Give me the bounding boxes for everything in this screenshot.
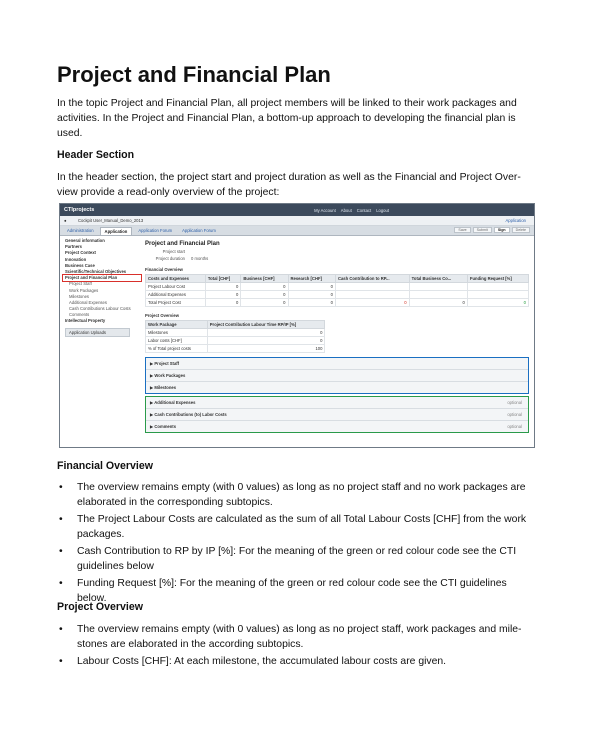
list-item: • The Project Labour Costs are calculated as the sum of all Total Labour Costs [CHF] from the work packages.: [57, 512, 537, 542]
sidebar-item[interactable]: Milestones: [69, 293, 90, 299]
table-cell: 0: [288, 299, 335, 307]
collapsible-row[interactable]: ▶ Project Staff: [146, 358, 528, 370]
list-item: • The overview remains empty (with 0 values) as long as no project staff and no work packages are elaborated in the corresponding subtopics.: [57, 480, 537, 510]
top-links: [314, 208, 389, 213]
table-cell: 0: [205, 283, 240, 291]
project-start-row: [145, 249, 529, 254]
table-header: Costs and Expenses: [146, 275, 206, 283]
table-header: Funding Request [%]: [467, 275, 528, 283]
top-link[interactable]: About: [340, 208, 352, 213]
table-cell: % of Total project costs: [146, 345, 208, 353]
application-uploads-button[interactable]: Application Uploads: [65, 328, 130, 337]
table-cell: [467, 291, 528, 299]
table-cell: 0: [207, 337, 325, 345]
save-button[interactable]: Save: [454, 227, 470, 233]
sidebar: [63, 238, 141, 337]
main-content: [145, 238, 529, 433]
table-row: [146, 345, 325, 353]
collapsible-row[interactable]: ▶ Comments optional: [146, 421, 528, 432]
collapsible-row[interactable]: ▶ Work Packages: [146, 370, 528, 382]
table-cell: 0: [241, 283, 288, 291]
collapsible-row-label: Comments: [154, 424, 177, 429]
sign-button[interactable]: Sign: [494, 227, 510, 233]
home-icon[interactable]: ●: [64, 218, 67, 223]
tab-buttons: [454, 227, 530, 233]
sidebar-item[interactable]: Work Packages: [69, 287, 99, 293]
tab-administration[interactable]: Administration: [67, 228, 94, 233]
project-start-label: Project start: [162, 249, 185, 254]
table-cell: Additional Expenses: [146, 291, 206, 299]
tab-forum[interactable]: Application Forum: [138, 228, 173, 233]
sidebar-item[interactable]: Additional Expenses: [69, 299, 107, 305]
sidebar-item[interactable]: General information: [65, 238, 105, 243]
collapsible-row[interactable]: ▶ Cash Contributions (to) Labor Costs optional: [146, 409, 528, 421]
table-cell: [409, 291, 467, 299]
sidebar-item[interactable]: Partners: [65, 244, 82, 250]
header-section-paragraph: In the header section, the project start and project duration as well as the Financial and Project Over-view provide a read-only overview of the project:: [57, 172, 521, 198]
table-cell: 0: [241, 299, 288, 307]
blue-highlight-group: [145, 357, 529, 394]
list-item: • Cash Contribution to RP by IP [%]: For the meaning of the green or red colour code see the CTI guidelines below: [57, 544, 537, 574]
sidebar-item[interactable]: Cash Contributions Labour Costs: [69, 306, 131, 312]
project-overview-list: [57, 622, 537, 671]
project-duration-row: [145, 256, 529, 261]
table-cell: 100: [207, 345, 325, 353]
table-cell: 0: [409, 299, 467, 307]
list-item: • The overview remains empty (with 0 values) as long as no project staff, work packages and mile-stones are elaborated in the according subtopics.: [57, 622, 537, 652]
table-cell: 0: [335, 299, 409, 307]
project-overview-table: [145, 320, 325, 353]
financial-overview-list: [57, 480, 537, 608]
table-cell: Total Project Cost: [146, 299, 206, 307]
optional-tag: optional: [507, 400, 522, 405]
table-row: [146, 337, 325, 345]
list-item: • Funding Request [%]: For the meaning of the green or red colour code see the CTI guidelines below.: [57, 576, 537, 606]
green-highlight-group: [145, 396, 529, 433]
app-logo: CTIprojects: [64, 207, 95, 213]
intro-paragraph: In the topic Project and Financial Plan, all project members will be linked to their work packages and activities. In the Project and Financial Plan, a bottom-up approach to developing the financial plan is used.: [57, 98, 517, 139]
sidebar-item[interactable]: Business Case: [65, 262, 95, 268]
project-duration-label: Project duration: [155, 256, 185, 261]
collapsible-row-label: Additional Expenses: [154, 400, 196, 405]
table-cell: 0: [288, 283, 335, 291]
optional-tag: optional: [507, 412, 522, 417]
tab-bar: [60, 226, 534, 236]
sidebar-item[interactable]: Project and Financial Plan: [63, 275, 141, 281]
project-duration-value: 0 months: [191, 256, 209, 261]
table-cell: Labor costs [CHF]: [146, 337, 208, 345]
top-link[interactable]: Logout: [376, 208, 389, 213]
table-cell: Project Labour Cost: [146, 283, 206, 291]
table-cell: 0: [288, 291, 335, 299]
application-link[interactable]: Application: [505, 218, 526, 223]
page-title: Project and Financial Plan: [57, 62, 331, 87]
submit-button[interactable]: Submit: [473, 227, 492, 233]
delete-button[interactable]: Delete: [512, 227, 530, 233]
collapsible-row-label: Work Packages: [154, 373, 186, 378]
tab-application[interactable]: Application: [100, 227, 133, 235]
table-cell: [409, 283, 467, 291]
top-link[interactable]: Contact: [356, 208, 372, 213]
list-item: • Labour Costs [CHF]: At each milestone, the accumulated labour costs are given.: [57, 654, 537, 669]
project-overview-heading: Project Overview: [145, 313, 179, 318]
table-header: Project Contribution Labour Time RP/IP [%]: [207, 321, 325, 329]
table-row: [146, 283, 529, 291]
table-header: Total Business Co...: [409, 275, 467, 283]
table-cell: [335, 283, 409, 291]
collapsible-row[interactable]: ▶ Additional Expenses optional: [146, 397, 528, 409]
table-cell: 0: [205, 291, 240, 299]
breadcrumb: [60, 216, 534, 226]
table-cell: 0: [241, 291, 288, 299]
content-title: Project and Financial Plan: [145, 241, 220, 247]
table-cell: 0: [467, 299, 528, 307]
financial-overview-heading: Financial Overview: [145, 267, 183, 272]
breadcrumb-text[interactable]: Cockpit User_Manual_Demo_2013: [78, 218, 144, 223]
table-cell: [467, 283, 528, 291]
header-section-heading: Header Section: [57, 149, 135, 161]
table-header: Total [CHF]: [205, 275, 240, 283]
project-overview-heading: Project Overview: [57, 601, 143, 613]
table-header: Work Package: [146, 321, 208, 329]
sidebar-item[interactable]: Project Context: [65, 250, 96, 256]
table-row: [146, 329, 325, 337]
collapsible-row-label: Cash Contributions (to) Labor Costs: [154, 412, 227, 417]
sidebar-item[interactable]: Intellectual Property: [65, 318, 106, 324]
tab-forum-2[interactable]: Application Forum: [182, 228, 216, 233]
sidebar-item[interactable]: Innovation: [65, 256, 87, 262]
app-top-bar: [60, 204, 534, 216]
collapsible-row[interactable]: ▶ Milestones: [146, 382, 528, 393]
collapsible-row-label: Project Staff: [154, 361, 180, 366]
table-header: Cash Contribution to RP...: [335, 275, 409, 283]
table-cell: [335, 291, 409, 299]
table-cell: 0: [207, 329, 325, 337]
sidebar-item[interactable]: Comments: [69, 312, 90, 318]
financial-overview-table: [145, 274, 529, 307]
financial-overview-heading: Financial Overview: [57, 460, 153, 472]
table-row: [146, 299, 529, 307]
collapsible-row-label: Milestones: [154, 385, 177, 390]
sidebar-item[interactable]: Scientific/Technical Objectives: [65, 268, 127, 274]
table-header: Research [CHF]: [288, 275, 335, 283]
app-screenshot: [59, 203, 535, 448]
table-cell: Milestones: [146, 329, 208, 337]
table-row: [146, 291, 529, 299]
table-header: Business [CHF]: [241, 275, 288, 283]
optional-tag: optional: [507, 424, 522, 429]
top-link[interactable]: My Account: [314, 208, 336, 213]
sidebar-item[interactable]: Project Staff: [69, 281, 92, 287]
table-cell: 0: [205, 299, 240, 307]
